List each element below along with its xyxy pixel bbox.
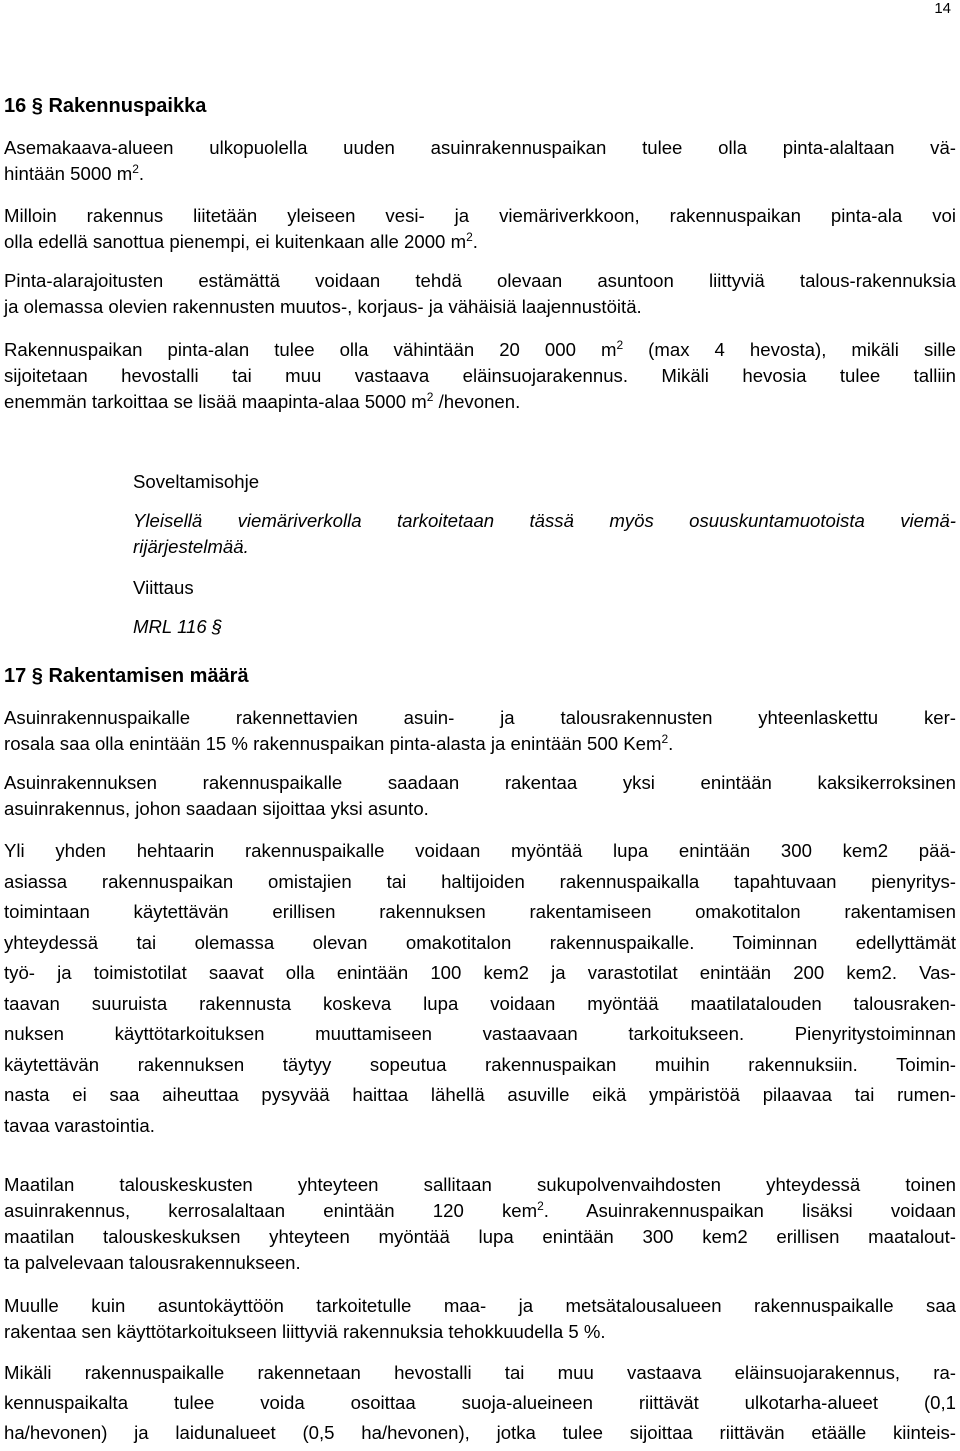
s17-p3-line: Yli yhden hehtaarin rakennuspaikalle voidaan myöntää lupa enintään 300 kem2 pää- xyxy=(4,840,956,861)
guidance-text-line-1: Yleisellä viemäriverkolla tarkoitetaan tässä myös osuuskuntamuotoista viemä- xyxy=(133,510,956,531)
section-16-heading: 16 § Rakennuspaikka xyxy=(4,95,207,117)
s17-paragraph-6-line-2: kennuspaikalta tulee voida osoittaa suoja-alueineen riittävät ulkotarha-alueet (0,1 xyxy=(4,1392,956,1413)
guidance-text-line-2: rijärjestelmää. xyxy=(133,536,249,557)
s17-paragraph-4-line-4: ta palvelevaan talousrakennukseen. xyxy=(4,1252,301,1273)
s17-paragraph-1: Asuinrakennuspaikalle rakennettavien asuin- ja talousrakennusten yhteenlaskettu ker- xyxy=(4,707,956,728)
s17-p3-line: käytettävän rakennuksen täytyy sopeutua rakennuspaikan muihin rakennuksiin. Toimin- xyxy=(4,1054,956,1075)
s17-p3-line: nuksen käyttötarkoituksen muuttamiseen vastaavaan tarkoitukseen. Pienyritystoiminnan xyxy=(4,1023,956,1044)
s16-paragraph-3: Pinta-alarajoitusten estämättä voidaan tehdä olevaan asuntoon liittyviä talous-rakennuksia xyxy=(4,270,956,291)
section-17-heading: 17 § Rakentamisen määrä xyxy=(4,665,249,687)
s17-paragraph-6-line-3: ha/hevonen) ja laidunalueet (0,5 ha/hevonen), jotka tulee sijoittaa riittävän etäälle kiinteis- xyxy=(4,1422,956,1443)
s17-p3-line: taavan suuruista rakennusta koskeva lupa voidaan myöntää maatilatalouden talousraken- xyxy=(4,993,956,1014)
s17-paragraph-2-end: asuinrakennus, johon saadaan sijoittaa yksi asunto. xyxy=(4,798,429,819)
s16-paragraph-4-line-1: Rakennuspaikan pinta-alan tulee olla vähintään 20 000 $m^2$ (max 4 hevosta), mikäli sille xyxy=(4,337,956,360)
reference-text: MRL 116 § xyxy=(133,616,223,637)
s17-p3-line: työ- ja toimistotilat saavat olla enintään 100 kem2 ja varastotilat enintään 200 kem2. Vas- xyxy=(4,962,956,983)
s17-p3-line: asiassa rakennuspaikan omistajien tai haltijoiden rakennuspaikalla tapahtuvaan pienyritys- xyxy=(4,871,956,892)
s16-paragraph-1-end: hintään 5000 $m^2$. xyxy=(4,161,145,184)
s17-paragraph-4-line-3: maatilan talouskeskuksen yhteyteen myöntää lupa enintään 300 kem2 erillisen maatalout- xyxy=(4,1226,956,1247)
s17-paragraph-4-line-2: asuinrakennus, kerrosalaltaan enintään 120 kem$^2$. Asuinrakennuspaikan lisäksi voidaan xyxy=(4,1198,956,1221)
s16-paragraph-1: Asemakaava-alueen ulkopuolella uuden asuinrakennuspaikan tulee olla pinta-alaltaan vä- xyxy=(4,137,956,158)
page-number: 14 xyxy=(934,0,951,17)
s17-paragraph-6-line-1: Mikäli rakennuspaikalle rakennetaan hevostalli tai muu vastaava eläinsuojarakennus, ra- xyxy=(4,1362,956,1383)
s17-paragraph-5: Muulle kuin asuntokäyttöön tarkoitetulle maa- ja metsätalousalueen rakennuspaikalle saa xyxy=(4,1295,956,1316)
guidance-title: Soveltamisohje xyxy=(133,471,260,492)
s17-paragraph-5-end: rakentaa sen käyttötarkoitukseen liittyviä rakennuksia tehokkuudella 5 %. xyxy=(4,1321,606,1342)
s16-paragraph-4-line-3: enemmän tarkoittaa se lisää maapinta-alaa 5000 $m^2$ /hevonen. xyxy=(4,389,521,412)
s17-paragraph-1-end: rosala saa olla enintään 15 % rakennuspaikan pinta-alasta ja enintään 500 Kem$^2$. xyxy=(4,731,674,754)
s17-p3-line: tavaa varastointia. xyxy=(4,1115,155,1136)
s16-paragraph-2: Milloin rakennus liitetään yleiseen vesi- ja viemäriverkkoon, rakennuspaikan pinta-ala voi xyxy=(4,205,956,226)
s17-paragraph-2: Asuinrakennuksen rakennuspaikalle saadaan rakentaa yksi enintään kaksikerroksinen xyxy=(4,772,956,793)
reference-title: Viittaus xyxy=(133,577,194,598)
s17-paragraph-4-line-1: Maatilan talouskeskusten yhteyteen sallitaan sukupolvenvaihdosten yhteydessä toinen xyxy=(4,1174,956,1195)
s17-p3-line: yhteydessä tai olemassa olevan omakotitalon rakennuspaikalle. Toiminnan edellyttämät xyxy=(4,932,956,953)
s16-paragraph-2-end: olla edellä sanottua pienempi, ei kuitenkaan alle 2000 $m^2$. xyxy=(4,229,478,252)
s16-paragraph-4-line-2: sijoitetaan hevostalli tai muu vastaava eläinsuojarakennus. Mikäli hevosia tulee talliin xyxy=(4,365,956,386)
s17-p3-line: toimintaan käytettävän erillisen rakennuksen rakentamiseen omakotitalon rakentamisen xyxy=(4,901,956,922)
s16-paragraph-3-end: ja olemassa olevien rakennusten muutos-, korjaus- ja vähäisiä laajennustöitä. xyxy=(4,296,642,317)
s17-p3-line: nasta ei saa aiheuttaa pysyvää haittaa lähellä asuville eikä ympäristöä pilaavaa tai rumen- xyxy=(4,1084,956,1105)
